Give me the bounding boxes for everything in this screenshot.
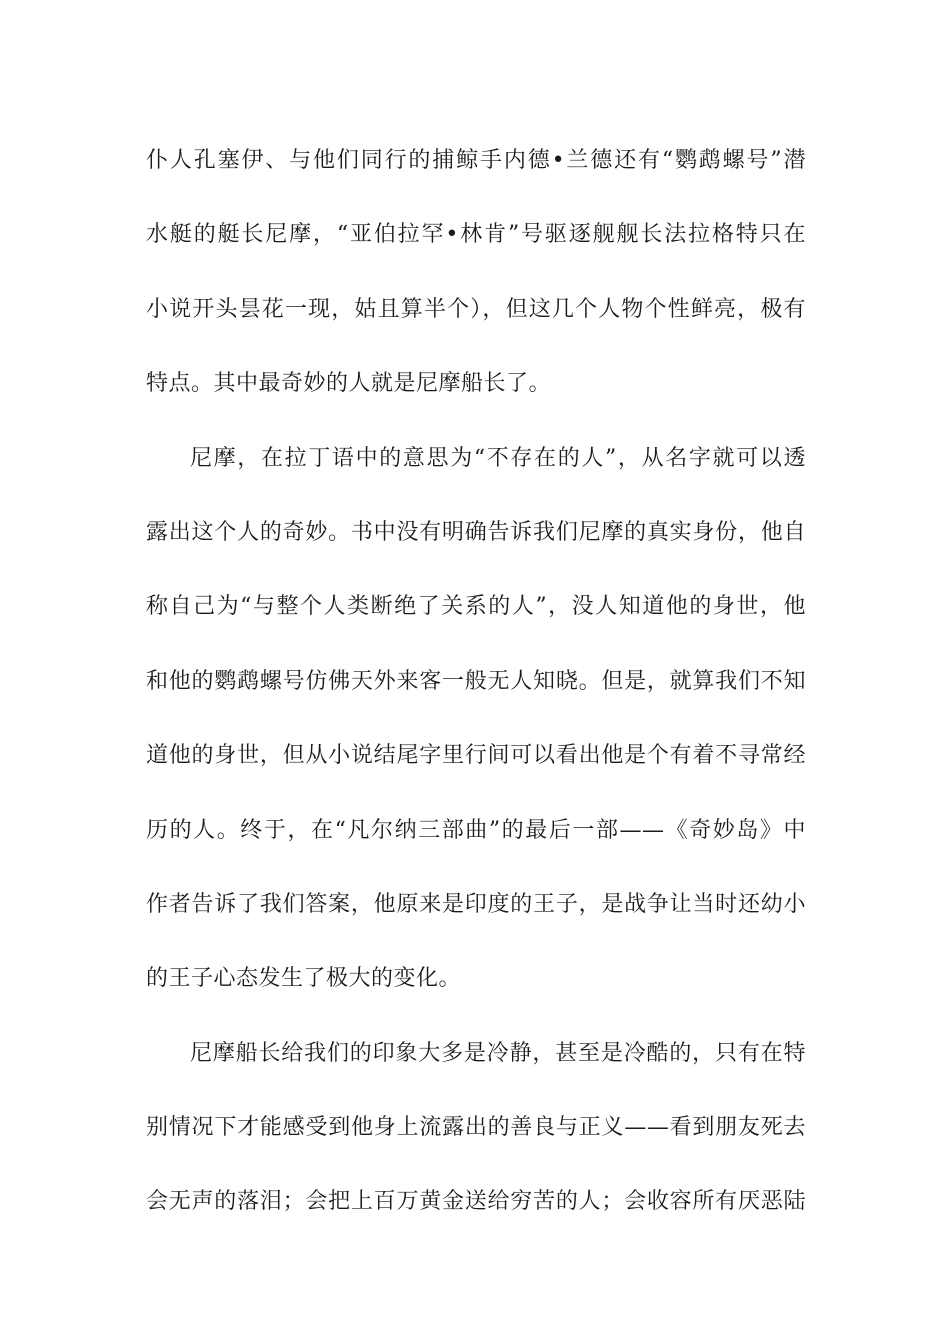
text-line: 和他的鹦鹉螺号仿佛天外来客一般无人知晓。但是，就算我们不知 xyxy=(146,668,806,694)
text-line: 尼摩船长给我们的印象大多是冷静，甚至是冷酷的，只有在特 xyxy=(190,1040,806,1066)
text-line: 水艇的艇长尼摩，“亚伯拉罕•林肯”号驱逐舰舰长法拉格特只在 xyxy=(146,222,806,248)
text-line: 特点。其中最奇妙的人就是尼摩船长了。 xyxy=(146,371,552,397)
text-line: 作者告诉了我们答案，他原来是印度的王子，是战争让当时还幼小 xyxy=(146,891,806,917)
text-line: 会无声的落泪；会把上百万黄金送给穷苦的人；会收容所有厌恶陆 xyxy=(146,1189,806,1215)
text-line: 道他的身世，但从小说结尾字里行间可以看出他是个有着不寻常经 xyxy=(146,743,806,769)
text-line: 露出这个人的奇妙。书中没有明确告诉我们尼摩的真实身份，他自 xyxy=(146,519,806,545)
text-line: 称自己为“与整个人类断绝了关系的人”，没人知道他的身世，他 xyxy=(146,594,806,620)
text-line: 的王子心态发生了极大的变化。 xyxy=(146,966,462,992)
text-line: 尼摩，在拉丁语中的意思为“不存在的人”，从名字就可以透 xyxy=(190,445,806,471)
text-line: 仆人孔塞伊、与他们同行的捕鲸手内德•兰德还有“鹦鹉螺号”潜 xyxy=(146,148,806,173)
text-line: 别情况下才能感受到他身上流露出的善良与正义——看到朋友死去 xyxy=(146,1115,806,1141)
paragraph-3 xyxy=(146,1017,806,1240)
text-line: 历的人。终于，在“凡尔纳三部曲”的最后一部——《奇妙岛》中 xyxy=(146,817,806,843)
body-text xyxy=(146,124,806,1240)
paragraph-1 xyxy=(146,124,806,422)
paragraph-2 xyxy=(146,422,806,1017)
text-line: 小说开头昙花一现，姑且算半个），但这几个人物个性鲜亮，极有 xyxy=(146,296,806,322)
